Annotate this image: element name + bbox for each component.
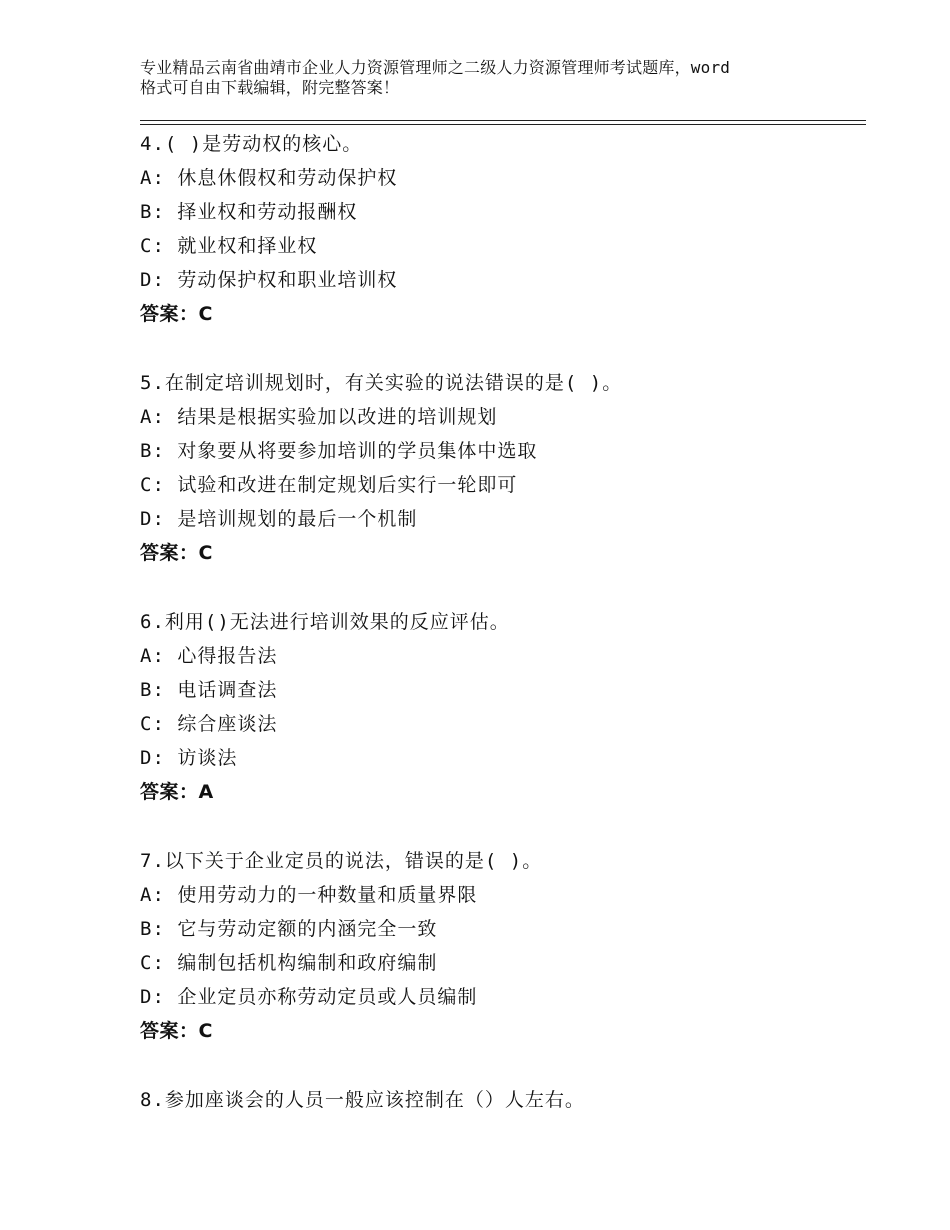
question-stem: 8.参加座谈会的人员一般应该控制在（）人左右。 — [140, 1089, 585, 1111]
header-divider-top — [140, 120, 866, 121]
question-stem: 7.以下关于企业定员的说法，错误的是( )。 — [140, 850, 543, 872]
question-list — [140, 127, 866, 1117]
header-divider-bottom — [140, 124, 866, 125]
header-title-line-1: 专业精品云南省曲靖市企业人力资源管理师之二级人力资源管理师考试题库，word — [140, 58, 731, 77]
option-a: A: 使用劳动力的一种数量和质量界限 — [140, 884, 478, 906]
question-4 — [140, 127, 866, 331]
question-stem: 6.利用()无法进行培训效果的反应评估。 — [140, 611, 510, 633]
header-title-line-2: 格式可自由下载编辑，附完整答案！ — [140, 78, 400, 97]
answer-label: 答案：C — [140, 542, 213, 564]
option-d: D: 企业定员亦称劳动定员或人员编制 — [140, 986, 478, 1008]
question-spacer — [140, 809, 866, 844]
question-stem: 5.在制定培训规划时，有关实验的说法错误的是( )。 — [140, 372, 623, 394]
question-8 — [140, 1083, 866, 1117]
option-a: A: 休息休假权和劳动保护权 — [140, 167, 398, 189]
answer-label: 答案：C — [140, 1020, 213, 1042]
question-6 — [140, 605, 866, 809]
option-c: C: 编制包括机构编制和政府编制 — [140, 952, 438, 974]
option-a: A: 结果是根据实验加以改进的培训规划 — [140, 406, 498, 428]
answer-label: 答案：A — [140, 781, 214, 803]
option-c: C: 就业权和择业权 — [140, 235, 318, 257]
answer-label: 答案：C — [140, 303, 213, 325]
option-b: B: 对象要从将要参加培训的学员集体中选取 — [140, 440, 538, 462]
option-c: C: 试验和改进在制定规划后实行一轮即可 — [140, 474, 518, 496]
question-5 — [140, 366, 866, 570]
option-d: D: 访谈法 — [140, 747, 238, 769]
question-7 — [140, 844, 866, 1048]
option-b: B: 电话调查法 — [140, 679, 278, 701]
question-stem: 4.( )是劳动权的核心。 — [140, 133, 363, 155]
document-header — [140, 58, 840, 98]
option-b: B: 择业权和劳动报酬权 — [140, 201, 358, 223]
option-a: A: 心得报告法 — [140, 645, 278, 667]
question-spacer — [140, 570, 866, 605]
option-d: D: 是培训规划的最后一个机制 — [140, 508, 418, 530]
question-spacer — [140, 1048, 866, 1083]
option-c: C: 综合座谈法 — [140, 713, 278, 735]
option-d: D: 劳动保护权和职业培训权 — [140, 269, 398, 291]
question-spacer — [140, 331, 866, 366]
option-b: B: 它与劳动定额的内涵完全一致 — [140, 918, 438, 940]
